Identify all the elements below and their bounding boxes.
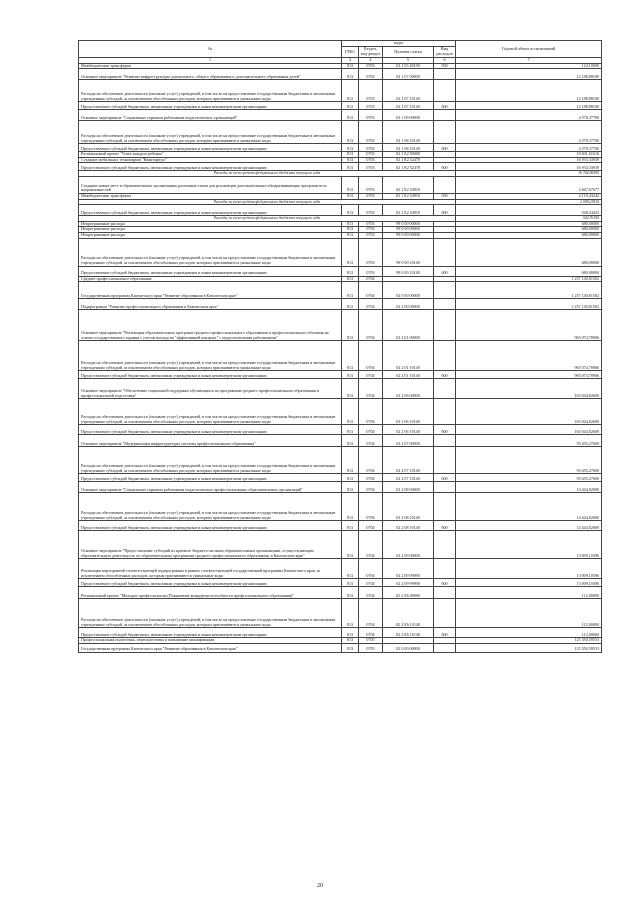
row-exp-type bbox=[434, 435, 456, 447]
table-row bbox=[79, 69, 602, 80]
row-grbs: 813 bbox=[342, 80, 359, 102]
row-exp-type: 600 bbox=[434, 144, 456, 152]
row-section: 0704 bbox=[359, 341, 383, 371]
row-grbs: 813 bbox=[342, 221, 359, 227]
row-target: 02 2 09 99990 bbox=[383, 559, 434, 579]
row-name: Региональный проект "Молодые профессионалы (Повышение конкурентоспособности профессионального образования)" bbox=[79, 587, 342, 599]
row-name: Межбюджетные трансферты bbox=[79, 63, 342, 69]
row-amount: 680,00000 bbox=[456, 232, 602, 238]
row-target: 02 0 00 00000 bbox=[383, 282, 434, 299]
table-row bbox=[79, 599, 602, 628]
row-name: Основное мероприятие "Реализация образовательных программ среднего профессионального образования и профессионального обучения на основе государственного задания с учетом выхода на "эффективный контракт" с педагогическими работниками" bbox=[79, 310, 342, 341]
row-exp-type: 600 bbox=[434, 521, 456, 531]
row-exp-type bbox=[434, 341, 456, 371]
row-name: Предоставление субсидий бюджетным, автономным учреждениям и иным некоммерческим организациям bbox=[79, 425, 342, 435]
row-amount: 14 444,82000 bbox=[456, 521, 602, 531]
row-target: 02 2 08 00000 bbox=[383, 482, 434, 493]
row-target: 02 1 E2 54910 bbox=[383, 176, 434, 193]
row-exp-type bbox=[434, 310, 456, 341]
row-target: 02 2 07 10140 bbox=[383, 447, 434, 474]
row-exp-type bbox=[434, 599, 456, 628]
row-section: 0704 bbox=[359, 435, 383, 447]
row-amount: 2 667,67677 bbox=[456, 176, 602, 193]
row-amount: 16 933,33939 bbox=[456, 163, 602, 171]
row-name: Расходы на обеспечение деятельности (оказание услуг) учреждений, в том числе на предоставление государственным бюджетным и автономным учреждениям субсидий, за исключением обособленных расходов, которым присваиваются уникальные коды bbox=[79, 447, 342, 474]
row-exp-type bbox=[434, 559, 456, 579]
row-target: 02 1 07 10140 bbox=[383, 102, 434, 110]
budget-table bbox=[78, 40, 602, 653]
row-section: 0704 bbox=[359, 282, 383, 299]
row-name: Расходы на обеспечение деятельности (оказание услуг) учреждений, в том числе на предоставление государственным бюджетным и автономным учреждениям субсидий, за исключением обособленных расходов, которым присваиваются уникальные коды bbox=[79, 121, 342, 144]
table-row bbox=[79, 579, 602, 587]
row-section: 0704 bbox=[359, 521, 383, 531]
row-target: 99 0 00 00000 bbox=[383, 227, 434, 233]
row-amount: 16 764,00000 bbox=[456, 171, 602, 177]
row-target: 02 1 E2 52470 bbox=[383, 157, 434, 163]
row-grbs: 813 bbox=[342, 282, 359, 299]
row-exp-type bbox=[434, 587, 456, 599]
row-grbs: 813 bbox=[342, 176, 359, 193]
row-grbs: 813 bbox=[342, 447, 359, 474]
row-amount: 542,76190 bbox=[456, 216, 602, 222]
row-name: Реализация мероприятий соответствующей подпрограммы в рамках соответствующей государственной программы Камчатского края, за исключением обособленных расходов, которым присваиваются уникальные коды bbox=[79, 559, 342, 579]
row-section: 0703 bbox=[359, 80, 383, 102]
row-section: 0704 bbox=[359, 310, 383, 341]
row-section: 0704 bbox=[359, 474, 383, 482]
row-amount: 59 455,27600 bbox=[456, 435, 602, 447]
row-name: Предоставление субсидий бюджетным, автономным учреждениям и иным некоммерческим организациям bbox=[79, 266, 342, 276]
row-section: 0703 bbox=[359, 152, 383, 158]
row-name: Предоставление субсидий бюджетным, автономным учреждениям и иным некоммерческим организациям bbox=[79, 521, 342, 531]
row-section: 0704 bbox=[359, 628, 383, 638]
table-row bbox=[79, 425, 602, 435]
row-amount: 125 350,59553 bbox=[456, 643, 602, 652]
table-row bbox=[79, 341, 602, 371]
row-grbs: 813 bbox=[342, 531, 359, 559]
header-grbs: ГРБС bbox=[342, 47, 359, 58]
row-name: Предоставление субсидий бюджетным, автономным учреждениям и иным некоммерческим организациям bbox=[79, 205, 342, 216]
row-amount: 124,10000 bbox=[456, 63, 602, 69]
row-name: Предоставление субсидий бюджетным, автономным учреждениям и иным некоммерческим организациям bbox=[79, 371, 342, 379]
row-name: Расходы на обеспечение деятельности (оказание услуг) учреждений, в том числе на предоставление государственным бюджетным и автономным учреждениям субсидий, за исключением обособленных расходов, которым присваиваются уникальные коды bbox=[79, 80, 342, 102]
row-target: 02 1 E2 00000 bbox=[383, 152, 434, 158]
table-row bbox=[79, 238, 602, 266]
table-body bbox=[79, 63, 602, 652]
table-row bbox=[79, 587, 602, 599]
row-amount: 1 237 140,81502 bbox=[456, 299, 602, 310]
row-amount: 12 188,88100 bbox=[456, 69, 602, 80]
row-amount: 13 009,10396 bbox=[456, 579, 602, 587]
row-section: 0704 bbox=[359, 425, 383, 435]
table-row bbox=[79, 282, 602, 299]
row-grbs: 813 bbox=[342, 599, 359, 628]
table-row bbox=[79, 163, 602, 171]
row-exp-type: 600 bbox=[434, 425, 456, 435]
row-target: 02 1 09 00000 bbox=[383, 110, 434, 121]
row-name: Основное мероприятие "Развитие инфраструктуры дошкольного, общего образования и дополнительного образования детей" bbox=[79, 69, 342, 80]
row-grbs: 813 bbox=[342, 474, 359, 482]
row-name: Непрограммные расходы bbox=[79, 227, 342, 233]
table-row bbox=[79, 144, 602, 152]
row-target: 02 2 07 00000 bbox=[383, 435, 434, 447]
row-grbs: 813 bbox=[342, 102, 359, 110]
row-section: 0704 bbox=[359, 482, 383, 493]
row-section: 0704 bbox=[359, 599, 383, 628]
table-row bbox=[79, 371, 602, 379]
row-name: Расходы на обеспечение деятельности (оказание услуг) учреждений, в том числе на предоставление государственным бюджетным и автономным учреждениям субсидий, за исключением обособленных расходов, которым присваиваются уникальные коды bbox=[79, 341, 342, 371]
table-row bbox=[79, 310, 602, 341]
row-grbs: 813 bbox=[342, 205, 359, 216]
row-amount: 4 578,37700 bbox=[456, 121, 602, 144]
row-target: 02 2 E6 10140 bbox=[383, 628, 434, 638]
row-amount: 112,00000 bbox=[456, 628, 602, 638]
row-name: Основное мероприятие "Социальные гарантии работникам педагогических организаций" bbox=[79, 110, 342, 121]
row-amount: 548,24435 bbox=[456, 205, 602, 216]
row-amount: 13 009,10396 bbox=[456, 531, 602, 559]
row-grbs: 813 bbox=[342, 341, 359, 371]
row-grbs: 813 bbox=[342, 559, 359, 579]
row-grbs: 813 bbox=[342, 310, 359, 341]
row-amount: 965 074,78906 bbox=[456, 310, 602, 341]
row-name: Государственная программа Камчатского края "Развитие образования в Камчатском крае" bbox=[79, 282, 342, 299]
table-row bbox=[79, 399, 602, 425]
row-section: 0704 bbox=[359, 531, 383, 559]
row-exp-type bbox=[434, 282, 456, 299]
table-row bbox=[79, 482, 602, 493]
row-amount: 165 044,82600 bbox=[456, 379, 602, 399]
table-row bbox=[79, 531, 602, 559]
row-exp-type bbox=[434, 493, 456, 521]
header-index: 4 bbox=[359, 58, 383, 64]
row-amount: 12 188,88100 bbox=[456, 80, 602, 102]
row-amount: 13 009,10396 bbox=[456, 559, 602, 579]
row-grbs: 813 bbox=[342, 110, 359, 121]
row-name: Непрограммные расходы bbox=[79, 221, 342, 227]
row-name: Основное мероприятие "Обеспечение социальной поддержки обучающихся по программам среднего профессионального образования и профессиональной подготовки" bbox=[79, 379, 342, 399]
row-exp-type bbox=[434, 531, 456, 559]
table-row bbox=[79, 102, 602, 110]
row-target: 02 1 E2 54910 bbox=[383, 205, 434, 216]
row-grbs: 813 bbox=[342, 643, 359, 652]
row-grbs: 813 bbox=[342, 399, 359, 425]
row-section: 0704 bbox=[359, 579, 383, 587]
row-section: 0704 bbox=[359, 447, 383, 474]
row-name: Подпрограмма "Развитие профессионального образования в Камчатском крае" bbox=[79, 299, 342, 310]
header-index: 3 bbox=[342, 58, 359, 64]
row-target: 02 2 09 00000 bbox=[383, 531, 434, 559]
row-target: 02 2 06 10140 bbox=[383, 399, 434, 425]
row-grbs: 813 bbox=[342, 299, 359, 310]
row-exp-type: 600 bbox=[434, 163, 456, 171]
row-name: Предоставление субсидий бюджетным, автономным учреждениям и иным некоммерческим организациям bbox=[79, 102, 342, 110]
row-amount: 680,00000 bbox=[456, 266, 602, 276]
row-section: 0704 bbox=[359, 371, 383, 379]
row-target: 02 2 07 10140 bbox=[383, 474, 434, 482]
row-grbs: 813 bbox=[342, 227, 359, 233]
row-target: 02 1 07 10140 bbox=[383, 80, 434, 102]
table-row bbox=[79, 435, 602, 447]
row-name: Предоставление субсидий бюджетным, автономным учреждениям и иным некоммерческим организациям bbox=[79, 144, 342, 152]
row-exp-type bbox=[434, 379, 456, 399]
row-name: Расходы за счет средств федерального бюджета текущего года bbox=[79, 171, 456, 177]
row-section: 0703 bbox=[359, 63, 383, 69]
row-grbs: 813 bbox=[342, 379, 359, 399]
row-name: Расходы на обеспечение деятельности (оказание услуг) учреждений, в том числе на предоставление государственным бюджетным и автономным учреждениям субсидий, за исключением обособленных расходов, которым присваиваются уникальные коды bbox=[79, 238, 342, 266]
row-section: 0703 bbox=[359, 144, 383, 152]
row-grbs: 813 bbox=[342, 628, 359, 638]
row-name: Предоставление субсидий бюджетным, автономным учреждениям и иным некоммерческим организациям bbox=[79, 579, 342, 587]
header-target: Целевая статья bbox=[383, 47, 434, 58]
row-grbs: 813 bbox=[342, 144, 359, 152]
row-grbs: 813 bbox=[342, 493, 359, 521]
row-target: 02 1 E2 52470 bbox=[383, 163, 434, 171]
row-section: 0703 bbox=[359, 221, 383, 227]
row-name: Расходы на обеспечение деятельности (оказание услуг) учреждений, в том числе на предоставление государственным бюджетным и автономным учреждениям субсидий, за исключением обособленных расходов, которым присваиваются уникальные коды bbox=[79, 599, 342, 628]
budget-table-container bbox=[78, 40, 601, 653]
row-amount: 680,00000 bbox=[456, 227, 602, 233]
row-amount: 125 350,59553 bbox=[456, 638, 602, 644]
row-amount: 4 578,37700 bbox=[456, 110, 602, 121]
row-exp-type: 500 bbox=[434, 63, 456, 69]
row-exp-type: 600 bbox=[434, 205, 456, 216]
row-target: 02 2 09 99990 bbox=[383, 579, 434, 587]
row-name: Основное мероприятие "Модернизация инфраструктуры системы профессионального образования" bbox=[79, 435, 342, 447]
row-section: 0705 bbox=[359, 638, 383, 644]
row-target: 02 2 E6 00000 bbox=[383, 587, 434, 599]
row-target: 02 2 01 10140 bbox=[383, 371, 434, 379]
header-section: Раздел, под-раздел bbox=[359, 47, 383, 58]
row-target: 02 1 E2 54910 bbox=[383, 193, 434, 199]
row-exp-type bbox=[434, 121, 456, 144]
row-section: 0703 bbox=[359, 121, 383, 144]
row-grbs: 813 bbox=[342, 579, 359, 587]
row-amount: 680,00000 bbox=[456, 221, 602, 227]
row-target: 02 2 06 00000 bbox=[383, 379, 434, 399]
row-name: Предоставление субсидий бюджетным, автономным учреждениям и иным некоммерческим организациям bbox=[79, 474, 342, 482]
row-exp-type: 600 bbox=[434, 628, 456, 638]
row-section: 0703 bbox=[359, 232, 383, 238]
row-amount: 112,00000 bbox=[456, 599, 602, 628]
page-number: 20 bbox=[317, 883, 323, 889]
row-name: Межбюджетные трансферты bbox=[79, 193, 342, 199]
row-target: 99 0 00 00000 bbox=[383, 232, 434, 238]
row-amount: 965 074,78906 bbox=[456, 371, 602, 379]
row-amount: 4 578,37700 bbox=[456, 144, 602, 152]
row-section: 0703 bbox=[359, 176, 383, 193]
row-exp-type bbox=[434, 69, 456, 80]
row-target: 02 0 00 00000 bbox=[383, 643, 434, 652]
row-target: 02 1 08 10140 bbox=[383, 144, 434, 152]
row-grbs: 813 bbox=[342, 69, 359, 80]
row-section: 0704 bbox=[359, 299, 383, 310]
table-row bbox=[79, 379, 602, 399]
table-row bbox=[79, 447, 602, 474]
row-section: 0704 bbox=[359, 493, 383, 521]
row-amount: 14 444,82000 bbox=[456, 482, 602, 493]
row-section: 0704 bbox=[359, 559, 383, 579]
row-amount: 59 455,27600 bbox=[456, 447, 602, 474]
row-target: 02 1 07 00000 bbox=[383, 69, 434, 80]
row-amount: 165 044,82600 bbox=[456, 399, 602, 425]
row-grbs: 813 bbox=[342, 63, 359, 69]
row-amount: 965 074,78906 bbox=[456, 341, 602, 371]
row-target: 02 2 08 10140 bbox=[383, 521, 434, 531]
header-index: 7 bbox=[456, 58, 602, 64]
header-exp-type: Вид расходов bbox=[434, 47, 456, 58]
row-amount: 2 119,43242 bbox=[456, 193, 602, 199]
row-exp-type bbox=[434, 643, 456, 652]
row-name: Предоставление субсидий бюджетным, автономным учреждениям и иным некоммерческим организациям bbox=[79, 163, 342, 171]
row-name: Среднее профессиональное образование bbox=[79, 276, 342, 282]
table-row bbox=[79, 299, 602, 310]
table-row bbox=[79, 559, 602, 579]
row-grbs: 813 bbox=[342, 276, 359, 282]
row-amount: 14 444,82000 bbox=[456, 493, 602, 521]
row-exp-type: 600 bbox=[434, 371, 456, 379]
row-section: 0703 bbox=[359, 238, 383, 266]
row-exp-type bbox=[434, 80, 456, 102]
row-target: 99 0 00 00000 bbox=[383, 221, 434, 227]
table-row bbox=[79, 628, 602, 638]
table-row bbox=[79, 110, 602, 121]
table-row bbox=[79, 643, 602, 652]
table-row bbox=[79, 521, 602, 531]
row-section: 0703 bbox=[359, 193, 383, 199]
row-grbs: 813 bbox=[342, 152, 359, 158]
row-grbs: 813 bbox=[342, 163, 359, 171]
row-exp-type bbox=[434, 399, 456, 425]
row-section: 0703 bbox=[359, 157, 383, 163]
header-amount: Годовой объем ассигнований bbox=[456, 41, 602, 58]
row-exp-type bbox=[434, 299, 456, 310]
row-exp-type bbox=[434, 482, 456, 493]
row-grbs: 813 bbox=[342, 193, 359, 199]
row-section: 0703 bbox=[359, 102, 383, 110]
table-row bbox=[79, 474, 602, 482]
row-exp-type: 600 bbox=[434, 579, 456, 587]
table-row bbox=[79, 266, 602, 276]
row-amount: 19 601,61616 bbox=[456, 152, 602, 158]
row-section: 0703 bbox=[359, 205, 383, 216]
row-amount: 12 188,88100 bbox=[456, 102, 602, 110]
row-target: 02 2 01 00000 bbox=[383, 310, 434, 341]
table-row bbox=[79, 205, 602, 216]
row-target: 99 0 00 10140 bbox=[383, 238, 434, 266]
row-name: Основное мероприятие "Социальные гарантии работникам педагогических профессиональных образовательных организаций" bbox=[79, 482, 342, 493]
row-target: 02 1 08 10140 bbox=[383, 121, 434, 144]
row-exp-type: 600 bbox=[434, 266, 456, 276]
table-row bbox=[79, 176, 602, 193]
row-name: Расходы на обеспечение деятельности (оказание услуг) учреждений, в том числе на предоставление государственным бюджетным и автономным учреждениям субсидий, за исключением обособленных расходов, которым присваиваются уникальные коды bbox=[79, 493, 342, 521]
table-row bbox=[79, 80, 602, 102]
row-grbs: 813 bbox=[342, 266, 359, 276]
row-name: Расходы за счет средств федерального бюджета текущего года bbox=[79, 216, 456, 222]
row-section: 0704 bbox=[359, 276, 383, 282]
row-section: 0705 bbox=[359, 643, 383, 652]
row-target: 99 0 00 10140 bbox=[383, 266, 434, 276]
header-index: 6 bbox=[434, 58, 456, 64]
row-target: 02 2 00 00000 bbox=[383, 299, 434, 310]
row-target: 02 2 01 10140 bbox=[383, 341, 434, 371]
row-amount: 59 455,27600 bbox=[456, 474, 602, 482]
row-grbs: 813 bbox=[342, 232, 359, 238]
row-exp-type bbox=[434, 176, 456, 193]
row-grbs: 813 bbox=[342, 587, 359, 599]
row-grbs: 813 bbox=[342, 157, 359, 163]
row-grbs: 813 bbox=[342, 238, 359, 266]
row-section: 0703 bbox=[359, 110, 383, 121]
header-number: № bbox=[79, 41, 342, 58]
table-row bbox=[79, 121, 602, 144]
row-name: Основное мероприятие "Предоставление субсидий из краевого бюджета частным образовательным организациям, осуществляющим образовательную деятельность по образовательным программам среднего профессионального образования, в Камчатском крае" bbox=[79, 531, 342, 559]
row-amount: 165 044,82600 bbox=[456, 425, 602, 435]
row-amount: 1 237 140,81502 bbox=[456, 276, 602, 282]
header-index: 1 bbox=[79, 58, 342, 64]
row-grbs: 813 bbox=[342, 425, 359, 435]
row-grbs: 813 bbox=[342, 371, 359, 379]
row-name: Государственная программа Камчатского края "Развитие образования в Камчатском крае" bbox=[79, 643, 342, 652]
row-section: 0703 bbox=[359, 69, 383, 80]
row-grbs: 813 bbox=[342, 435, 359, 447]
row-grbs: 813 bbox=[342, 482, 359, 493]
row-amount: 16 933,33939 bbox=[456, 157, 602, 163]
row-name: Предоставление субсидий бюджетным, автономным учреждениям и иным некоммерческим организациям bbox=[79, 628, 342, 638]
row-grbs: 813 bbox=[342, 121, 359, 144]
row-amount: 1 237 140,81502 bbox=[456, 282, 602, 299]
row-name: Расходы за счет средств федерального бюджета текущего года bbox=[79, 199, 456, 205]
row-name: Региональный проект "Успех каждого ребенка" bbox=[79, 152, 342, 158]
row-target: 02 1 03 40190 bbox=[383, 63, 434, 69]
header-codes: коды bbox=[342, 41, 456, 47]
row-section: 0703 bbox=[359, 163, 383, 171]
row-section: 0703 bbox=[359, 227, 383, 233]
row-amount: 680,00000 bbox=[456, 238, 602, 266]
row-name: Расходы на обеспечение деятельности (оказание услуг) учреждений, в том числе на предоставление государственным бюджетным и автономным учреждениям субсидий, за исключением обособленных расходов, которым присваиваются уникальные коды bbox=[79, 399, 342, 425]
row-grbs: 813 bbox=[342, 638, 359, 644]
row-amount: 112,00000 bbox=[456, 587, 602, 599]
row-name: Создание мобильных технопарков "Кванториум" bbox=[79, 157, 342, 163]
row-exp-type: 500 bbox=[434, 193, 456, 199]
row-name: Создание новых мест в образовательных организациях различных типов для реализации дополнительных общеразвивающих программ всех направленностей bbox=[79, 176, 342, 193]
row-section: 0704 bbox=[359, 399, 383, 425]
row-target: 02 2 08 10140 bbox=[383, 493, 434, 521]
row-section: 0704 bbox=[359, 379, 383, 399]
row-section: 0704 bbox=[359, 587, 383, 599]
row-name: Непрограммные расходы bbox=[79, 232, 342, 238]
row-target: 02 2 E6 10140 bbox=[383, 599, 434, 628]
row-exp-type: 600 bbox=[434, 474, 456, 482]
row-exp-type bbox=[434, 447, 456, 474]
row-target: 02 2 06 10140 bbox=[383, 425, 434, 435]
row-amount: 2 098,23810 bbox=[456, 199, 602, 205]
row-exp-type bbox=[434, 110, 456, 121]
row-name: Профессиональная подготовка, переподготовка и повышение квалификации bbox=[79, 638, 342, 644]
header-index: 5 bbox=[383, 58, 434, 64]
table-row bbox=[79, 493, 602, 521]
row-exp-type bbox=[434, 238, 456, 266]
row-grbs: 813 bbox=[342, 521, 359, 531]
row-exp-type: 600 bbox=[434, 102, 456, 110]
row-section: 0703 bbox=[359, 266, 383, 276]
